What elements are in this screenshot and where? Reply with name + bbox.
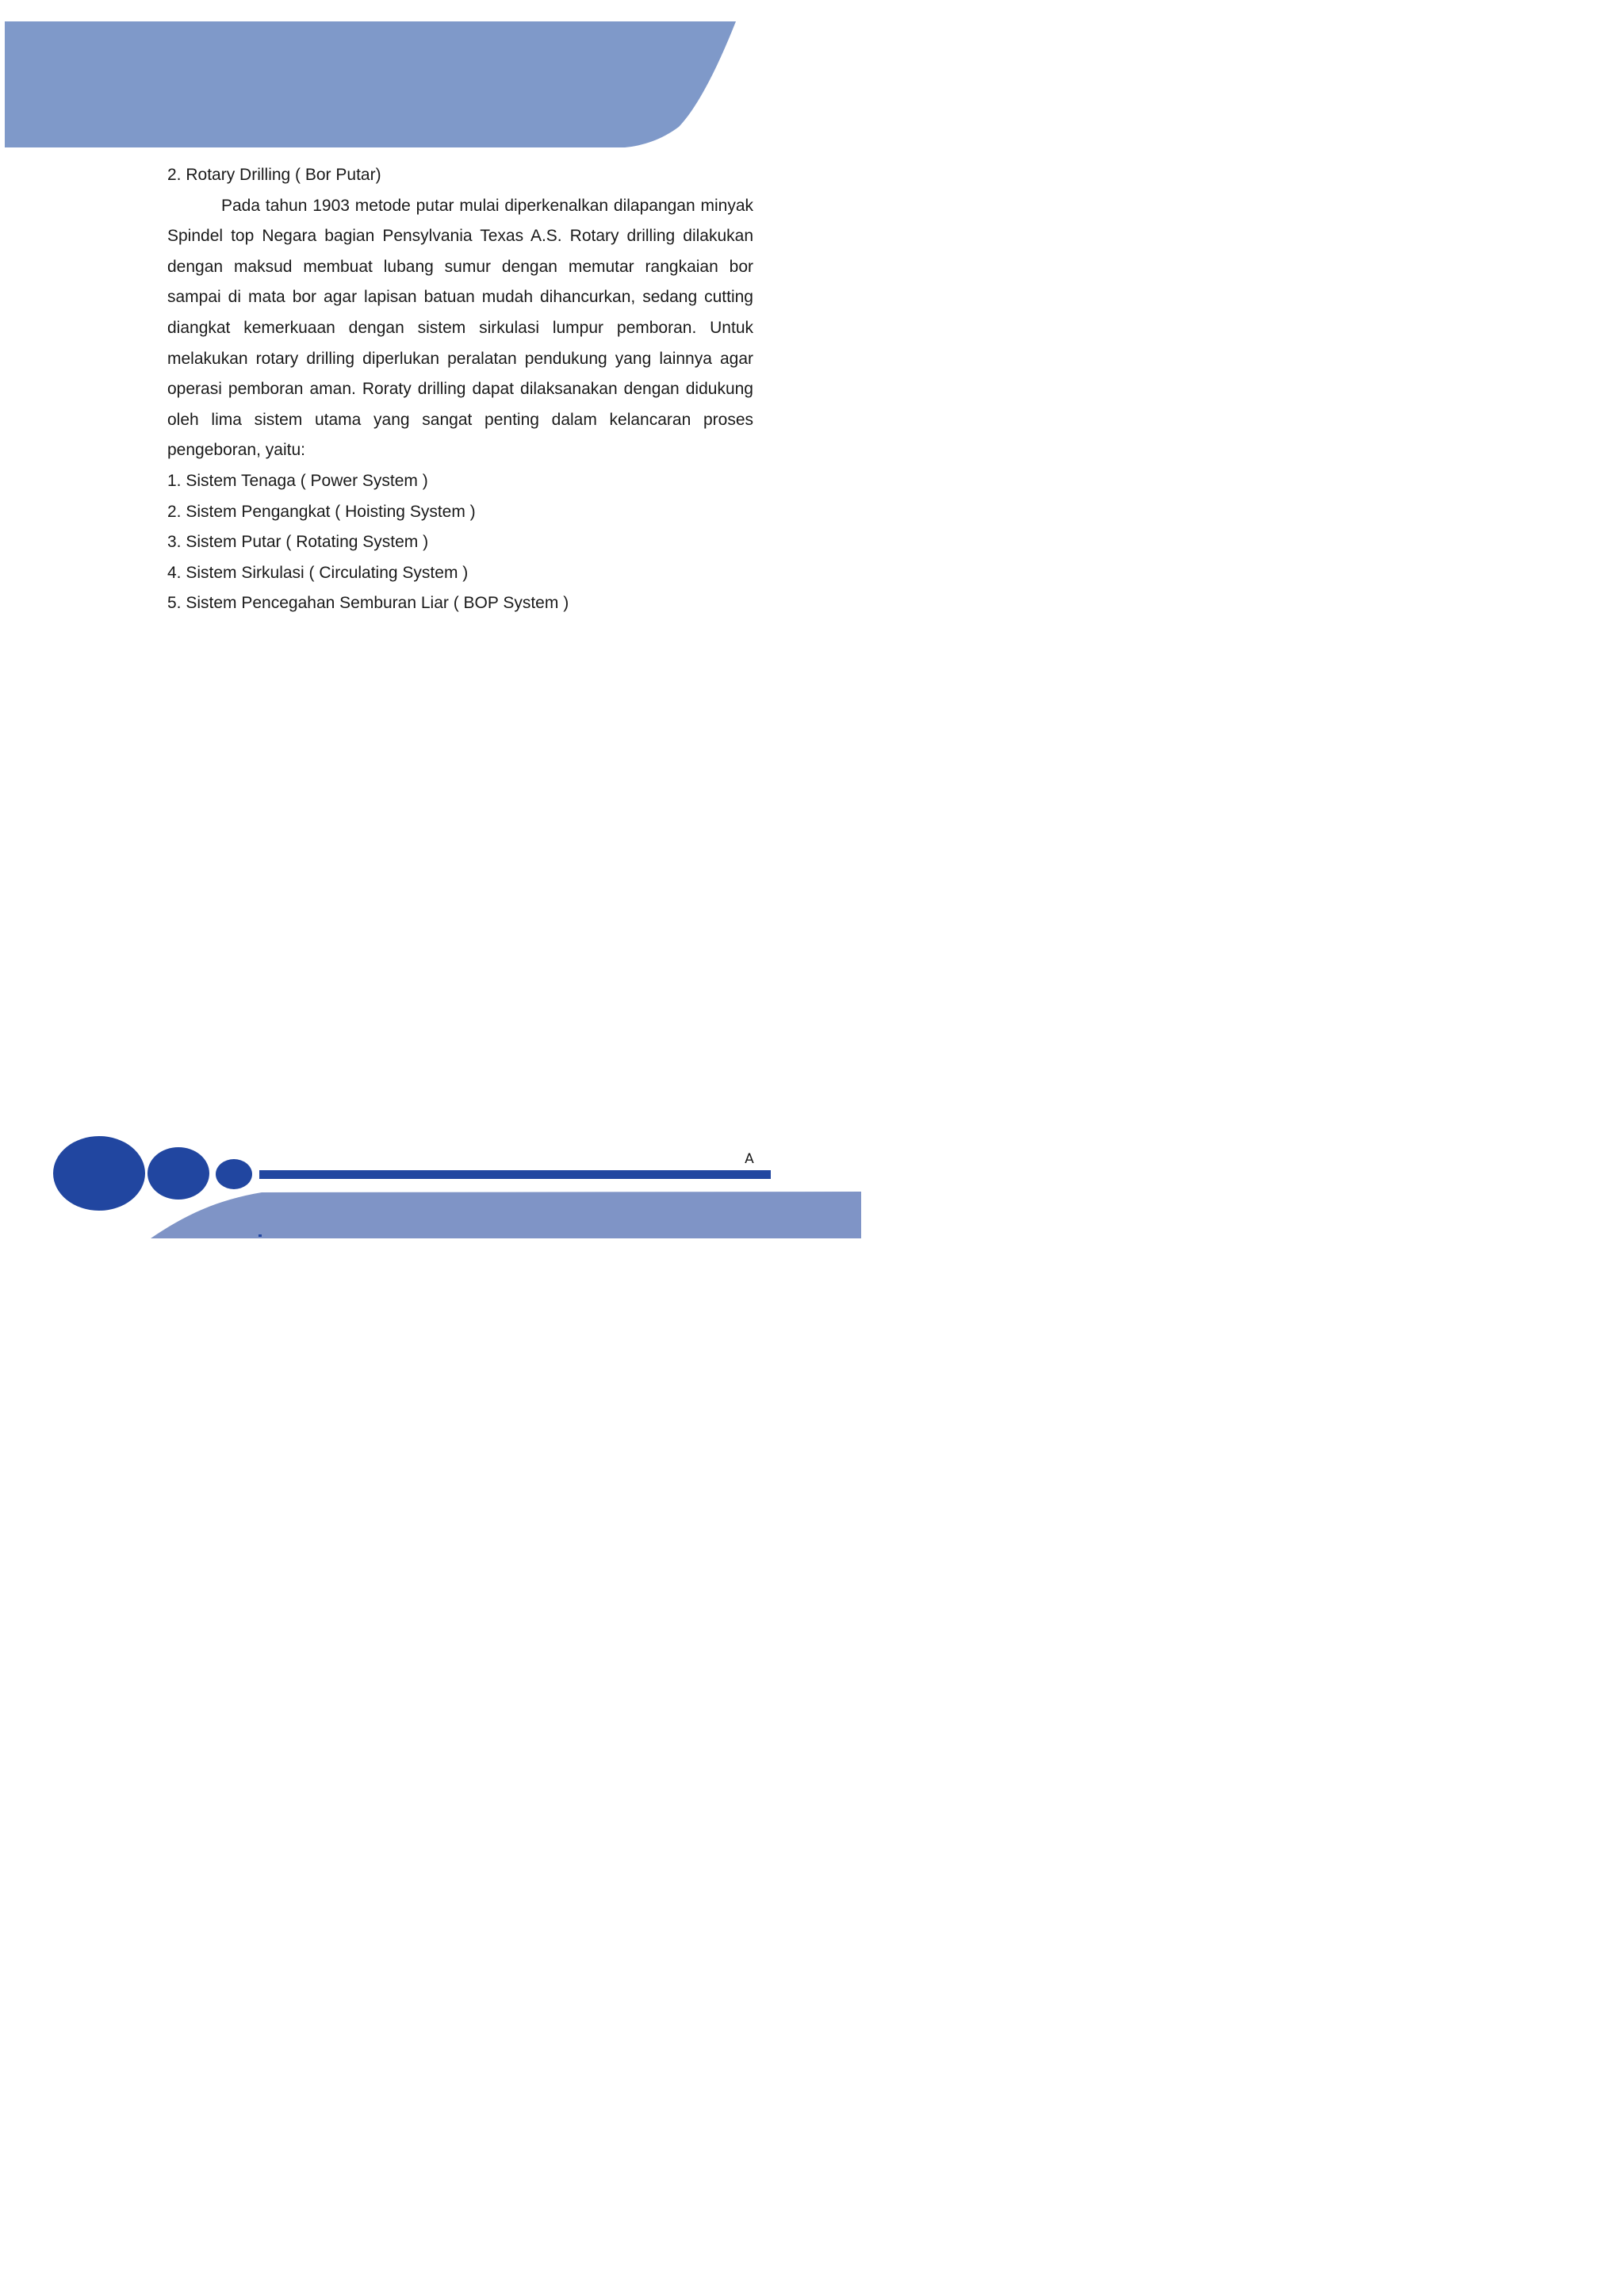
page-marker: A bbox=[745, 1151, 754, 1167]
footer-band bbox=[151, 1192, 861, 1238]
medium-circle-decoration bbox=[147, 1147, 209, 1200]
footer-decoration bbox=[0, 1126, 880, 1243]
list-item: 5. Sistem Pencegahan Semburan Liar ( BOP System ) bbox=[167, 594, 569, 613]
footer-rule bbox=[259, 1170, 771, 1179]
footer-dot bbox=[259, 1234, 262, 1237]
list-item: 3. Sistem Putar ( Rotating System ) bbox=[167, 533, 429, 552]
body-paragraph: Pada tahun 1903 metode putar mulai diperkenalkan dilapangan minyak Spindel top Negara bagian Pensylvania Texas A.S. Rotary drilling dilakukan dengan maksud membuat lubang sumur dengan memutar rangkaian bor sampai di mata bor agar lapisan batuan mudah dihancurkan, sedang cutting diangkat kemerkuaan dengan sistem sirkulasi lumpur pemboran. Untuk melakukan rotary drilling diperlukan peralatan pendukung yang lainnya agar operasi pemboran aman. Roraty drilling dapat dilaksanakan dengan didukung oleh lima sistem utama yang sangat penting dalam kelancaran proses pengeboran, yaitu: bbox=[167, 196, 753, 460]
document-body bbox=[167, 160, 753, 619]
list-item: 4. Sistem Sirkulasi ( Circulating System ) bbox=[167, 563, 469, 582]
list-item: 2. Sistem Pengangkat ( Hoisting System ) bbox=[167, 502, 476, 521]
section-heading: 2. Rotary Drilling ( Bor Putar) bbox=[167, 166, 381, 184]
list-item: 1. Sistem Tenaga ( Power System ) bbox=[167, 471, 428, 490]
large-circle-decoration bbox=[53, 1136, 145, 1211]
header-banner-shape bbox=[5, 21, 736, 147]
small-circle-decoration bbox=[216, 1159, 252, 1189]
header-banner bbox=[0, 0, 880, 159]
